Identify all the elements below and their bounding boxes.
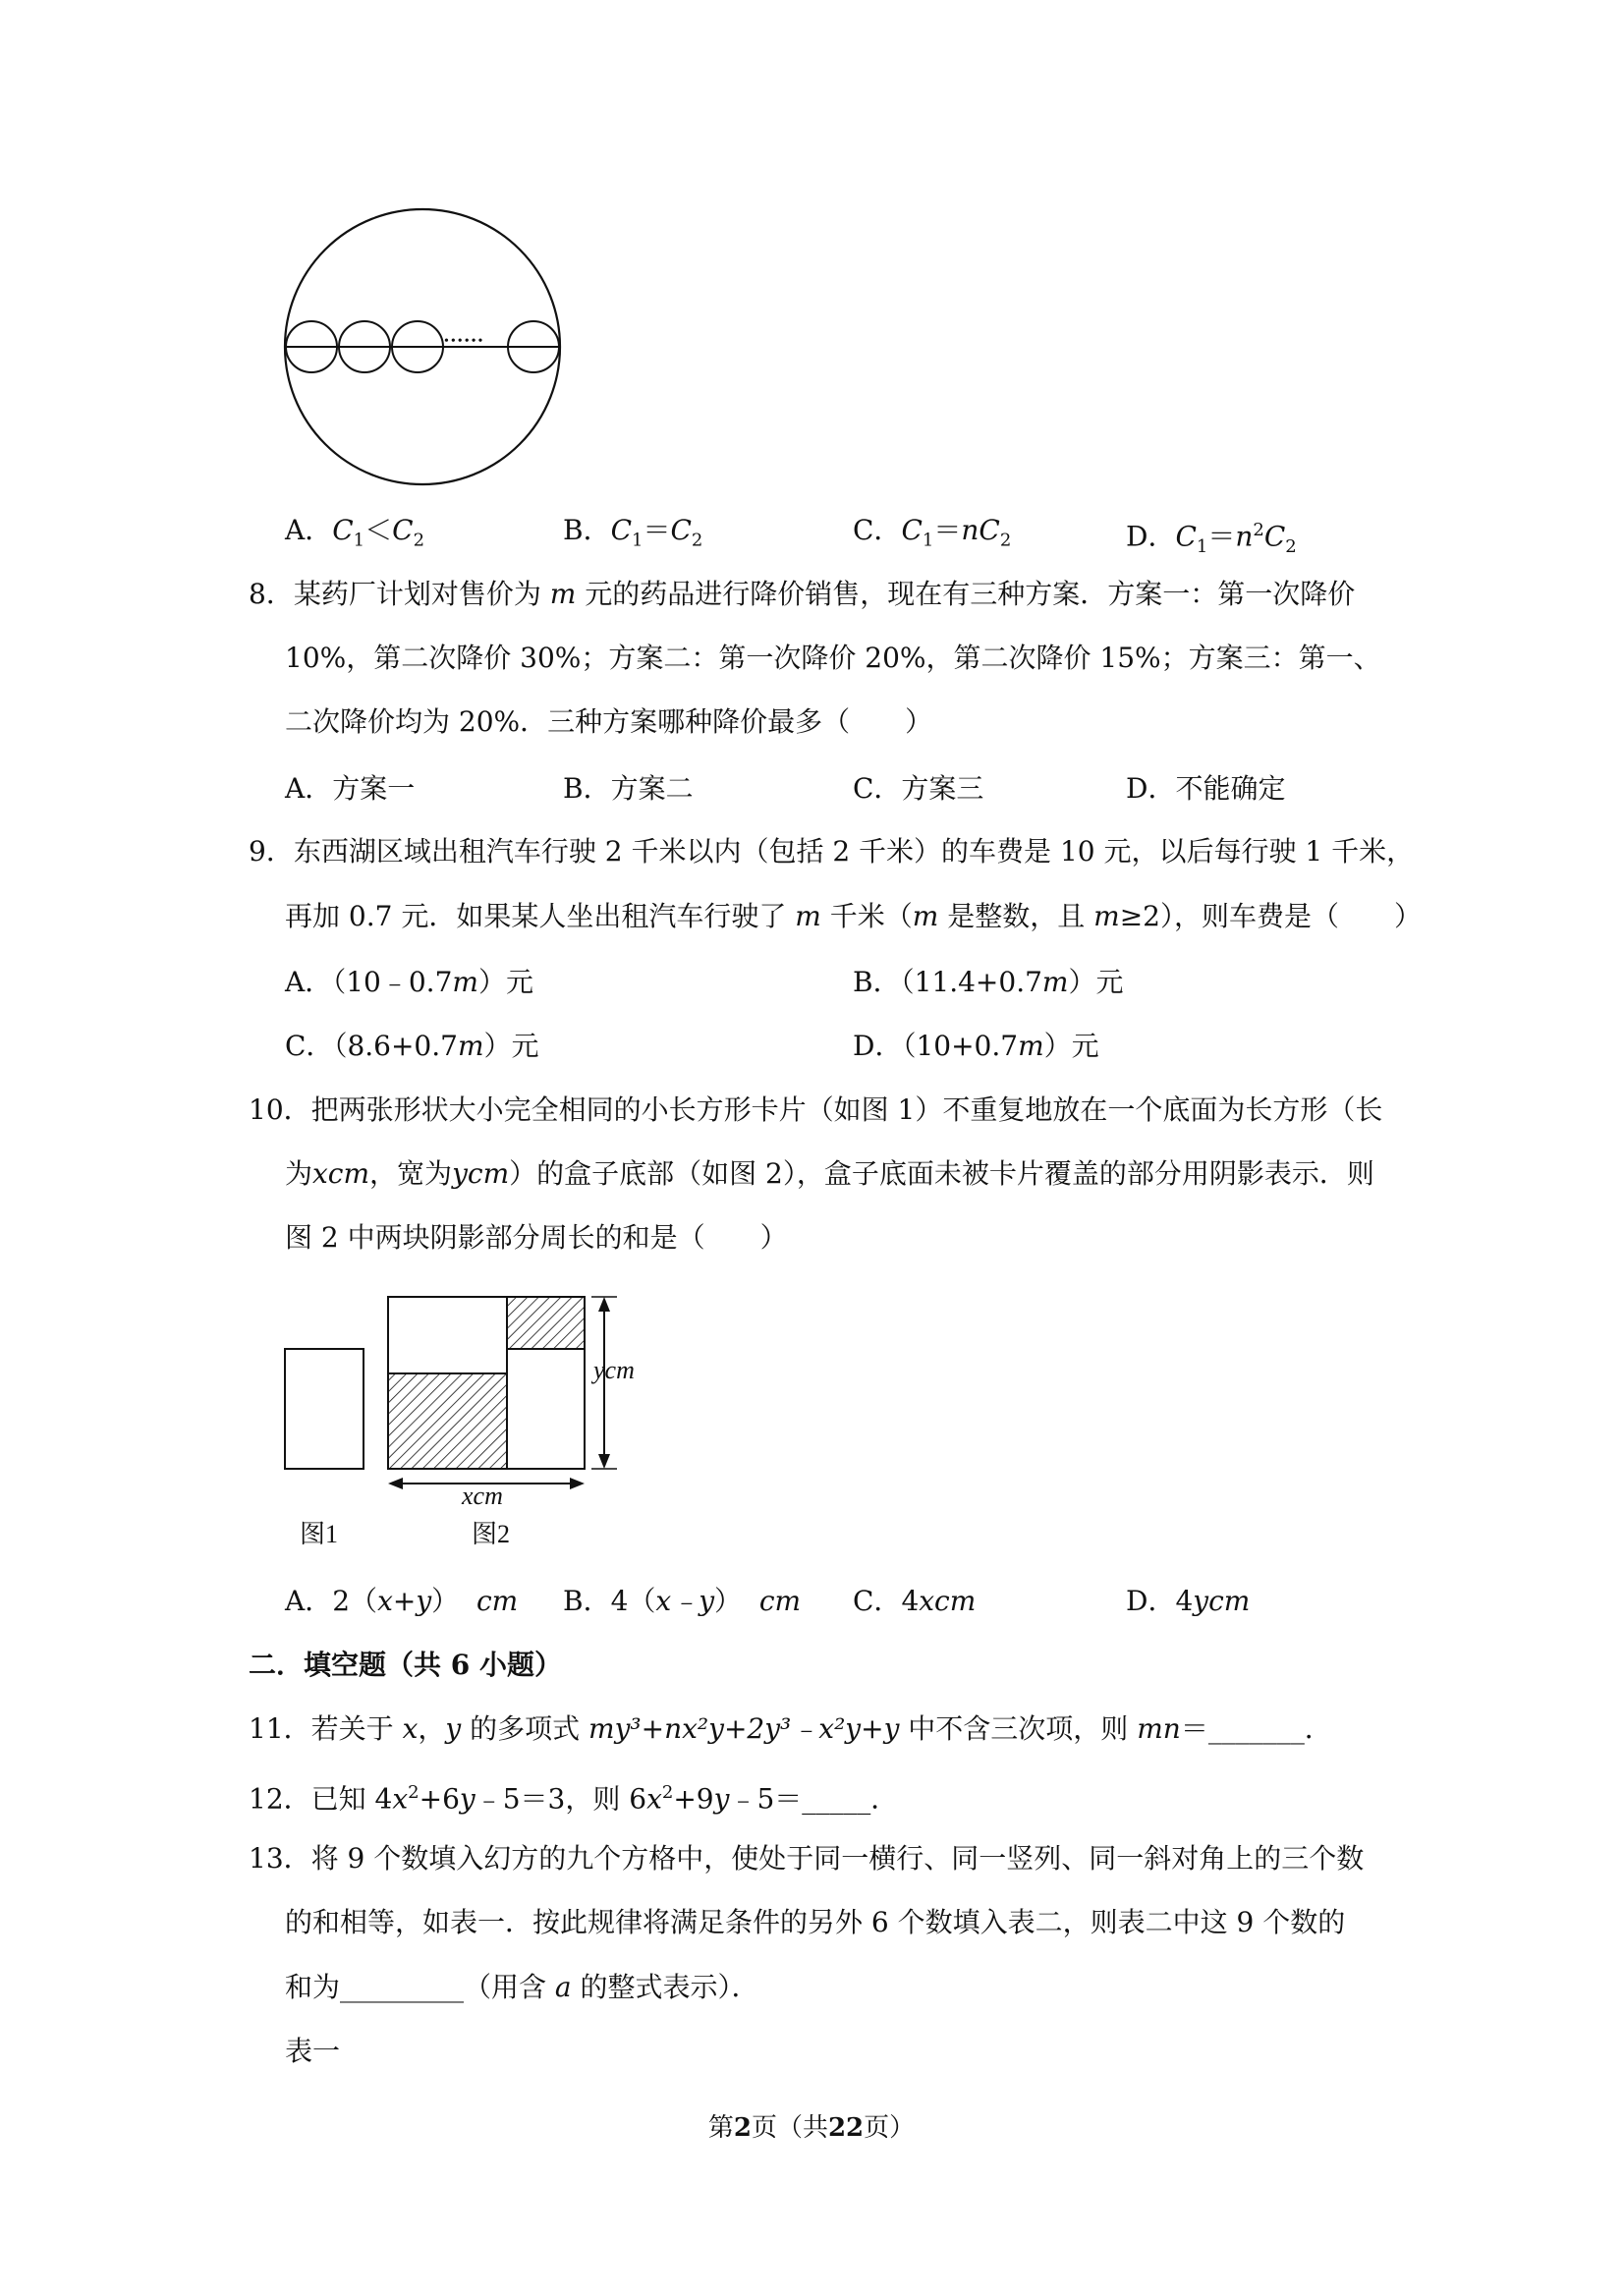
fig1-label: 图1 — [300, 1520, 339, 1548]
text: ， — [418, 1712, 446, 1745]
text: ）的盒子底部（如图 2），盒子底面未被卡片覆盖的部分用阴影表示．则 — [509, 1157, 1374, 1190]
q8-option-d[interactable]: D．不能确定 — [1126, 772, 1286, 805]
expr: （8.6+0.7 — [333, 1030, 458, 1062]
var-c: C — [670, 514, 692, 546]
expr: ）元 — [1043, 1030, 1099, 1062]
q10-option-a[interactable] — [285, 1582, 518, 1621]
q10-option-d[interactable] — [1126, 1582, 1250, 1621]
text: 东西湖区域出租汽车行驶 2 千米以内（包括 2 千米）的车费是 10 元，以后每行驶 1 千米， — [293, 835, 1415, 868]
polynomial: my³+nx²y+2y³﹣x²y+y — [588, 1712, 900, 1745]
expr: 4（ — [610, 1585, 656, 1617]
q7-option-a[interactable] — [285, 511, 424, 561]
q7-option-c[interactable] — [853, 511, 1011, 561]
expr: （10+0.7 — [902, 1030, 1019, 1062]
expr: ） — [431, 1585, 460, 1617]
q8-line-1 — [249, 575, 1355, 614]
var-expr: x﹣y — [655, 1585, 715, 1617]
q9-option-d[interactable] — [853, 1027, 1099, 1066]
expr: ） — [714, 1585, 743, 1617]
table-1-label: 表一 — [285, 2035, 341, 2067]
subscript: 2 — [1285, 535, 1297, 557]
text: 为 — [285, 1157, 313, 1190]
var-x: x — [392, 1782, 409, 1816]
fig2-label: 图2 — [472, 1520, 511, 1548]
var-c: C — [1175, 520, 1197, 553]
x-arrow-right — [570, 1478, 585, 1489]
subscript: 1 — [632, 530, 644, 551]
option-letter: D． — [1126, 1585, 1176, 1617]
option-letter: C． — [285, 1030, 334, 1062]
expr: （11.4+0.7 — [900, 966, 1042, 998]
var-y: y — [713, 1782, 730, 1816]
var-m: m — [1018, 1030, 1044, 1062]
section-2-title: 二．填空题（共 6 小题） — [249, 1649, 562, 1681]
expr: 4 — [901, 1585, 920, 1617]
superscript: 2 — [1253, 520, 1264, 540]
var-n: n — [1235, 520, 1254, 553]
var-m: m — [1093, 900, 1120, 932]
subscript: 1 — [1196, 535, 1208, 557]
page-number: 2 — [733, 2113, 752, 2143]
q9-line-1 — [249, 832, 1414, 871]
superscript: 2 — [408, 1782, 420, 1803]
text: 再加 0.7 元．如果某人坐出租汽车行驶了 — [285, 900, 787, 932]
q13-line-3 — [285, 1968, 759, 2007]
text: 的整式表示）． — [580, 1971, 759, 2003]
footer-text: 页（共 — [751, 2113, 828, 2143]
option-letter: A． — [285, 514, 333, 546]
expr: 4 — [1175, 1585, 1194, 1617]
page-total: 22 — [827, 2113, 865, 2143]
text: ≥2），则车费是（ ） — [1119, 900, 1422, 932]
option-letter: B． — [853, 966, 901, 998]
q13-line-1 — [249, 1839, 1364, 1878]
relation: ＜ — [364, 514, 393, 546]
text: 是整数，且 — [947, 900, 1086, 932]
subscript: 2 — [413, 530, 425, 551]
var-c: C — [1263, 520, 1286, 553]
fig2-shade-top-right — [507, 1297, 585, 1349]
var-m: m — [1041, 966, 1069, 998]
text: 将 9 个数填入幻方的九个方格中，使处于同一横行、同一竖列、同一斜对角上的三个数 — [310, 1842, 1365, 1875]
text: 千米（ — [829, 900, 913, 932]
fig1-card — [285, 1349, 364, 1469]
subscript: 1 — [353, 530, 365, 551]
var-expr: xcm — [919, 1585, 977, 1617]
fig2-card-right — [507, 1349, 585, 1469]
expr: ）元 — [1068, 966, 1124, 998]
var-expr: ycm — [1193, 1585, 1251, 1617]
text: ，宽为 — [369, 1157, 453, 1190]
fig2-card-top — [388, 1297, 507, 1373]
var-c: C — [610, 514, 633, 546]
option-letter: B． — [563, 1585, 611, 1617]
var-a: a — [554, 1971, 572, 2003]
option-letter: D． — [853, 1030, 903, 1062]
var-m: m — [549, 578, 577, 610]
relation: ＝ — [1207, 520, 1236, 553]
x-arrow-left — [388, 1478, 403, 1489]
q8-line-3: 二次降价均为 20%．三种方案哪种降价最多（ ） — [285, 705, 933, 738]
option-letter: A． — [285, 1585, 333, 1617]
question-number: 10． — [249, 1093, 311, 1126]
text: ﹣5＝3，则 6 — [475, 1782, 647, 1816]
expr: ）元 — [477, 966, 533, 998]
expr: （10﹣0.7 — [332, 966, 453, 998]
q10-option-b[interactable] — [563, 1582, 801, 1621]
q13-line-2: 的和相等，如表一．按此规律将满足条件的另外 6 个数填入表二，则表二中这 9 个数的 — [285, 1906, 1346, 1938]
option-letter: D． — [1126, 520, 1176, 553]
footer-text: 页） — [864, 2113, 916, 2143]
text: 把两张形状大小完全相同的小长方形卡片（如图 1）不重复地放在一个底面为长方形（长 — [310, 1093, 1383, 1126]
var-n: n — [961, 514, 979, 546]
q10-line-3: 图 2 中两块阴影部分周长的和是（ ） — [285, 1221, 788, 1254]
ycm-label: ycm — [593, 1356, 635, 1384]
var-m: m — [795, 900, 821, 932]
fig2-shade-bottom-left — [388, 1373, 507, 1469]
xcm-label: xcm — [462, 1482, 503, 1510]
question-number: 12． — [249, 1782, 311, 1816]
subscript: 1 — [922, 530, 934, 551]
q9-line-2 — [285, 897, 1422, 936]
var-y: y — [459, 1782, 476, 1816]
q11-line — [249, 1709, 1332, 1749]
footer-text: 第 — [707, 2113, 734, 2143]
relation: ＝ — [933, 514, 962, 546]
q9-option-b[interactable] — [853, 963, 1124, 1002]
subscript: 2 — [999, 530, 1012, 551]
text: 已知 4 — [310, 1782, 393, 1816]
var-c: C — [332, 514, 354, 546]
text: 元的药品进行降价销售，现在有三种方案．方案一：第一次降价 — [585, 578, 1356, 610]
unit: cm — [758, 1585, 802, 1617]
var-c: C — [392, 514, 414, 546]
var-mn: mn — [1137, 1712, 1181, 1745]
option-letter: B． — [563, 514, 611, 546]
q10-line-2 — [285, 1154, 1374, 1194]
var-c: C — [901, 514, 923, 546]
var-m: m — [912, 900, 939, 932]
text: 某药厂计划对售价为 — [293, 578, 541, 610]
option-letter: C． — [853, 1585, 902, 1617]
var-expr: x+y — [377, 1585, 432, 1617]
var-m: m — [452, 966, 478, 998]
y-arrow-down — [598, 1454, 610, 1469]
unit: cm — [476, 1585, 519, 1617]
subscript: 2 — [691, 530, 703, 551]
text: +9 — [673, 1782, 714, 1816]
var-y: y — [445, 1712, 462, 1745]
text: 若关于 — [310, 1712, 394, 1745]
relation: ＝ — [643, 514, 671, 546]
q7-option-b[interactable] — [563, 511, 702, 561]
superscript: 2 — [661, 1782, 674, 1803]
question-number: 9． — [249, 835, 294, 868]
var-m: m — [457, 1030, 484, 1062]
text[interactable]: 和为_________（用含 — [285, 1971, 547, 2003]
answer-blank[interactable]: ＝_______． — [1180, 1712, 1332, 1745]
ellipsis-dots: •••••• — [444, 334, 485, 349]
text: +6 — [419, 1782, 460, 1816]
q8-option-b[interactable]: B．方案二 — [563, 772, 694, 805]
q10-line-1 — [249, 1091, 1382, 1130]
text: 中不含三次项，则 — [908, 1712, 1129, 1745]
option-letter: A． — [285, 966, 333, 998]
question-number: 13． — [249, 1842, 311, 1875]
q9-option-c[interactable] — [285, 1027, 539, 1066]
text: 的多项式 — [470, 1712, 581, 1745]
y-arrow-up — [598, 1297, 610, 1312]
q7-circle-figure — [275, 201, 570, 496]
q7-option-d[interactable] — [1126, 511, 1297, 567]
q8-option-c[interactable]: C．方案三 — [853, 772, 984, 805]
q8-option-a[interactable]: A．方案一 — [285, 772, 416, 805]
expr: 2（ — [332, 1585, 378, 1617]
var-x: x — [646, 1782, 662, 1816]
page-footer — [0, 2107, 1623, 2144]
var-c: C — [979, 514, 1000, 546]
var-ycm: ycm — [452, 1157, 510, 1190]
q8-line-2: 10%，第二次降价 30%；方案二：第一次降价 20%，第二次降价 15%；方案三：第一、 — [285, 642, 1381, 674]
q12-line — [249, 1773, 898, 1819]
q10-option-c[interactable] — [853, 1582, 976, 1621]
expr: ）元 — [483, 1030, 539, 1062]
question-number: 11． — [249, 1712, 311, 1745]
answer-blank[interactable]: ﹣5＝_____． — [729, 1782, 899, 1816]
option-letter: C． — [853, 514, 902, 546]
q9-option-a[interactable] — [285, 963, 533, 1002]
var-xcm: xcm — [312, 1157, 370, 1190]
q10-card-figure — [275, 1282, 658, 1557]
question-number: 8． — [249, 578, 294, 610]
var-x: x — [402, 1712, 419, 1745]
